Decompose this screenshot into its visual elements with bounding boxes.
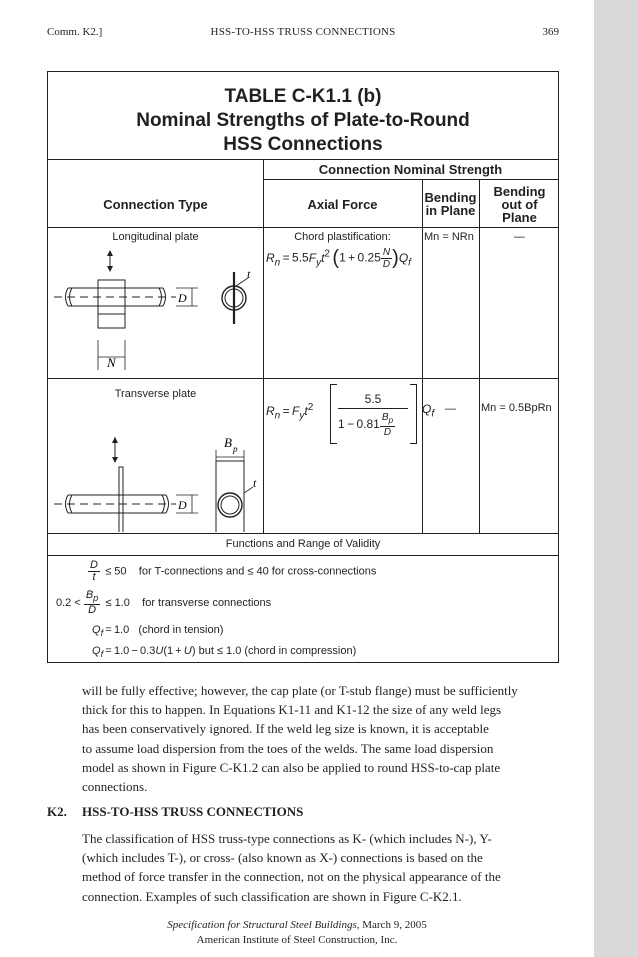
col-header-bending-in-plane xyxy=(422,191,479,217)
bracket-right xyxy=(410,384,417,444)
table-title-line: HSS Connections xyxy=(223,134,383,155)
table-rule xyxy=(48,533,558,534)
text-line: connection. Examples of such classification are shown in Figure C-K2.1. xyxy=(82,888,462,904)
arrow-head xyxy=(112,457,118,463)
connection-type-label: Longitudinal plate xyxy=(112,231,199,243)
text-line: has been conservatively ignored. If the weld leg size is known, it is acceptable xyxy=(82,721,489,737)
section-heading xyxy=(47,804,303,820)
text-line: will be fully effective; however, the cap plate (or T-stub flange) must be sufficiently xyxy=(82,683,518,698)
text-line: The classification of HSS truss-type connections as K- (which includes N-), Y- xyxy=(82,831,492,846)
thickness-label: t xyxy=(247,267,251,281)
text-line: thick for this to happen. In Equations K1-11 and K1-12 the size of any weld legs xyxy=(82,702,502,718)
bending-out-plane-value: Mn = 0.5BpRn xyxy=(481,402,552,414)
table-rule xyxy=(422,179,423,533)
section-title: HSS-TO-HSS TRUSS CONNECTIONS xyxy=(82,804,304,819)
fraction-bar xyxy=(338,408,408,409)
validity-text: for transverse connections xyxy=(142,597,272,609)
transverse-plate-diagram xyxy=(48,417,263,532)
header-line: Plane xyxy=(502,210,537,225)
col-header-connection-type: Connection Type xyxy=(103,197,208,212)
validity-text: but ≤ 1.0 (chord in compression) xyxy=(198,645,357,657)
thickness-label: t xyxy=(253,476,257,490)
group-header: Connection Nominal Strength xyxy=(318,162,503,177)
bending-in-plane-value: Mn = NRn xyxy=(424,231,474,243)
longitudinal-plate-diagram xyxy=(48,242,263,377)
validity-row: $Q_f = 1.0 - 0.3U(1 + U)$ but ≤ 1.0 (chord in compression) xyxy=(92,645,357,660)
footer-title: Specification for Structural Steel Buildings, xyxy=(167,919,360,931)
strength-table: TABLE C-K1.1 (b) Nominal Strengths of Plate-to-Round HSS Connections Connection Nominal Strength Connection Type Axial Force Bending in Plane Bending out of Plane Longitudinal plate Chord plastification: $R_n = 5.5F_yt^2$ (1 + 0.25 $\frac{N}{D}$ )$Q_f$ Mn = NRn — D N t Transverse plate $R_n = F_yt^2$ 5.5 1 − 0.81 $\frac{B_p}{D}$ $Q_f$ — Mn = 0.5BpRn D B p t Functions and Range of Validity $\frac{D}{t}$ ≤ 50 for T-connections and ≤ 40 for cross-connections 0.2 < $\frac{B_p}{D}$ ≤ 1.0 for transverse connections $Q_f = 1.0$ (chord in tension) $Q_f = 1.0 - 0.3U(1 + U)$ but ≤ 1.0 (chord in compression) xyxy=(47,71,559,663)
text-line: to assume load dispersion from the toes of the welds. The same load dispersion xyxy=(82,740,494,756)
arrow-head xyxy=(107,266,113,272)
diameter-label: D xyxy=(178,291,187,305)
header-line: Bending xyxy=(493,184,546,199)
table-rule xyxy=(48,555,558,556)
running-head-section: Comm. K2.] xyxy=(47,26,103,38)
table-rule xyxy=(48,159,558,160)
plate-width-label: B xyxy=(224,435,232,450)
table-number: TABLE C-K1.1 (b) xyxy=(224,86,382,107)
footer-publisher: American Institute of Steel Construction, Inc. xyxy=(196,934,398,946)
col-header-bending-out-plane xyxy=(479,185,560,224)
bracket-left xyxy=(330,384,337,444)
section-paragraph xyxy=(82,829,559,906)
pipe-break xyxy=(166,495,169,513)
header-line: out of xyxy=(501,197,538,212)
body-paragraph xyxy=(82,681,559,796)
header-line: Bending xyxy=(424,190,477,205)
arrow-head xyxy=(107,250,113,256)
header-line: in Plane xyxy=(425,203,476,218)
running-head xyxy=(47,26,559,40)
text-line: connections. xyxy=(82,779,148,795)
page-number: 369 xyxy=(542,26,559,38)
col-header-axial-force: Axial Force xyxy=(307,197,378,212)
validity-text: for T-connections and ≤ 40 for cross-connections xyxy=(138,565,377,578)
plate-lower xyxy=(98,314,125,328)
text-line: (which includes T-), or cross- (also known as X-) connections is based on the xyxy=(82,850,483,866)
section-number: K2. xyxy=(47,804,67,819)
leader-line xyxy=(244,487,253,493)
table-title-line: Nominal Strengths of Plate-to-Round xyxy=(136,110,470,131)
transverse-plate xyxy=(119,467,123,532)
page-margin-band xyxy=(594,0,638,957)
validity-row: $\frac{D}{t}$ ≤ 50 for T-connections and ≤ 40 for cross-connections xyxy=(90,559,377,583)
running-head-title: HSS-TO-HSS TRUSS CONNECTIONS xyxy=(210,26,396,38)
length-label: N xyxy=(107,355,116,370)
plate-width-subscript: p xyxy=(233,444,238,454)
pipe-end-view xyxy=(218,493,242,517)
validity-text: (chord in tension) xyxy=(138,624,224,636)
table-rule xyxy=(263,159,264,533)
diameter-label: D xyxy=(178,498,187,512)
axial-formula-longitudinal: $R_n = 5.5F_yt^2$ (1 + 0.25 $\frac{N}{D}$ )$Q_f$ xyxy=(266,247,411,270)
connection-type-label: Transverse plate xyxy=(114,388,197,400)
footer-citation xyxy=(0,919,594,931)
table-rule xyxy=(48,378,558,379)
axial-caption: Chord plastification: xyxy=(294,231,391,243)
bending-in-plane-value: — xyxy=(445,403,456,415)
bending-out-plane-value: — xyxy=(514,231,525,243)
table-rule xyxy=(263,179,558,180)
text-line: model as shown in Figure C-K1.2 can also be applied to round HSS-to-cap plate xyxy=(82,759,501,775)
validity-row: 0.2 < $\frac{B_p}{D}$ ≤ 1.0 for transverse connections xyxy=(56,589,272,617)
footer-date: March 9, 2005 xyxy=(362,919,427,931)
validity-row: $Q_f = 1.0$ (chord in tension) xyxy=(92,624,224,639)
arrow-head xyxy=(112,437,118,443)
validity-title: Functions and Range of Validity xyxy=(225,538,381,550)
table-rule xyxy=(48,227,558,228)
text-line: method of force transfer in the connection, not on the physical appearance of the xyxy=(82,869,501,885)
